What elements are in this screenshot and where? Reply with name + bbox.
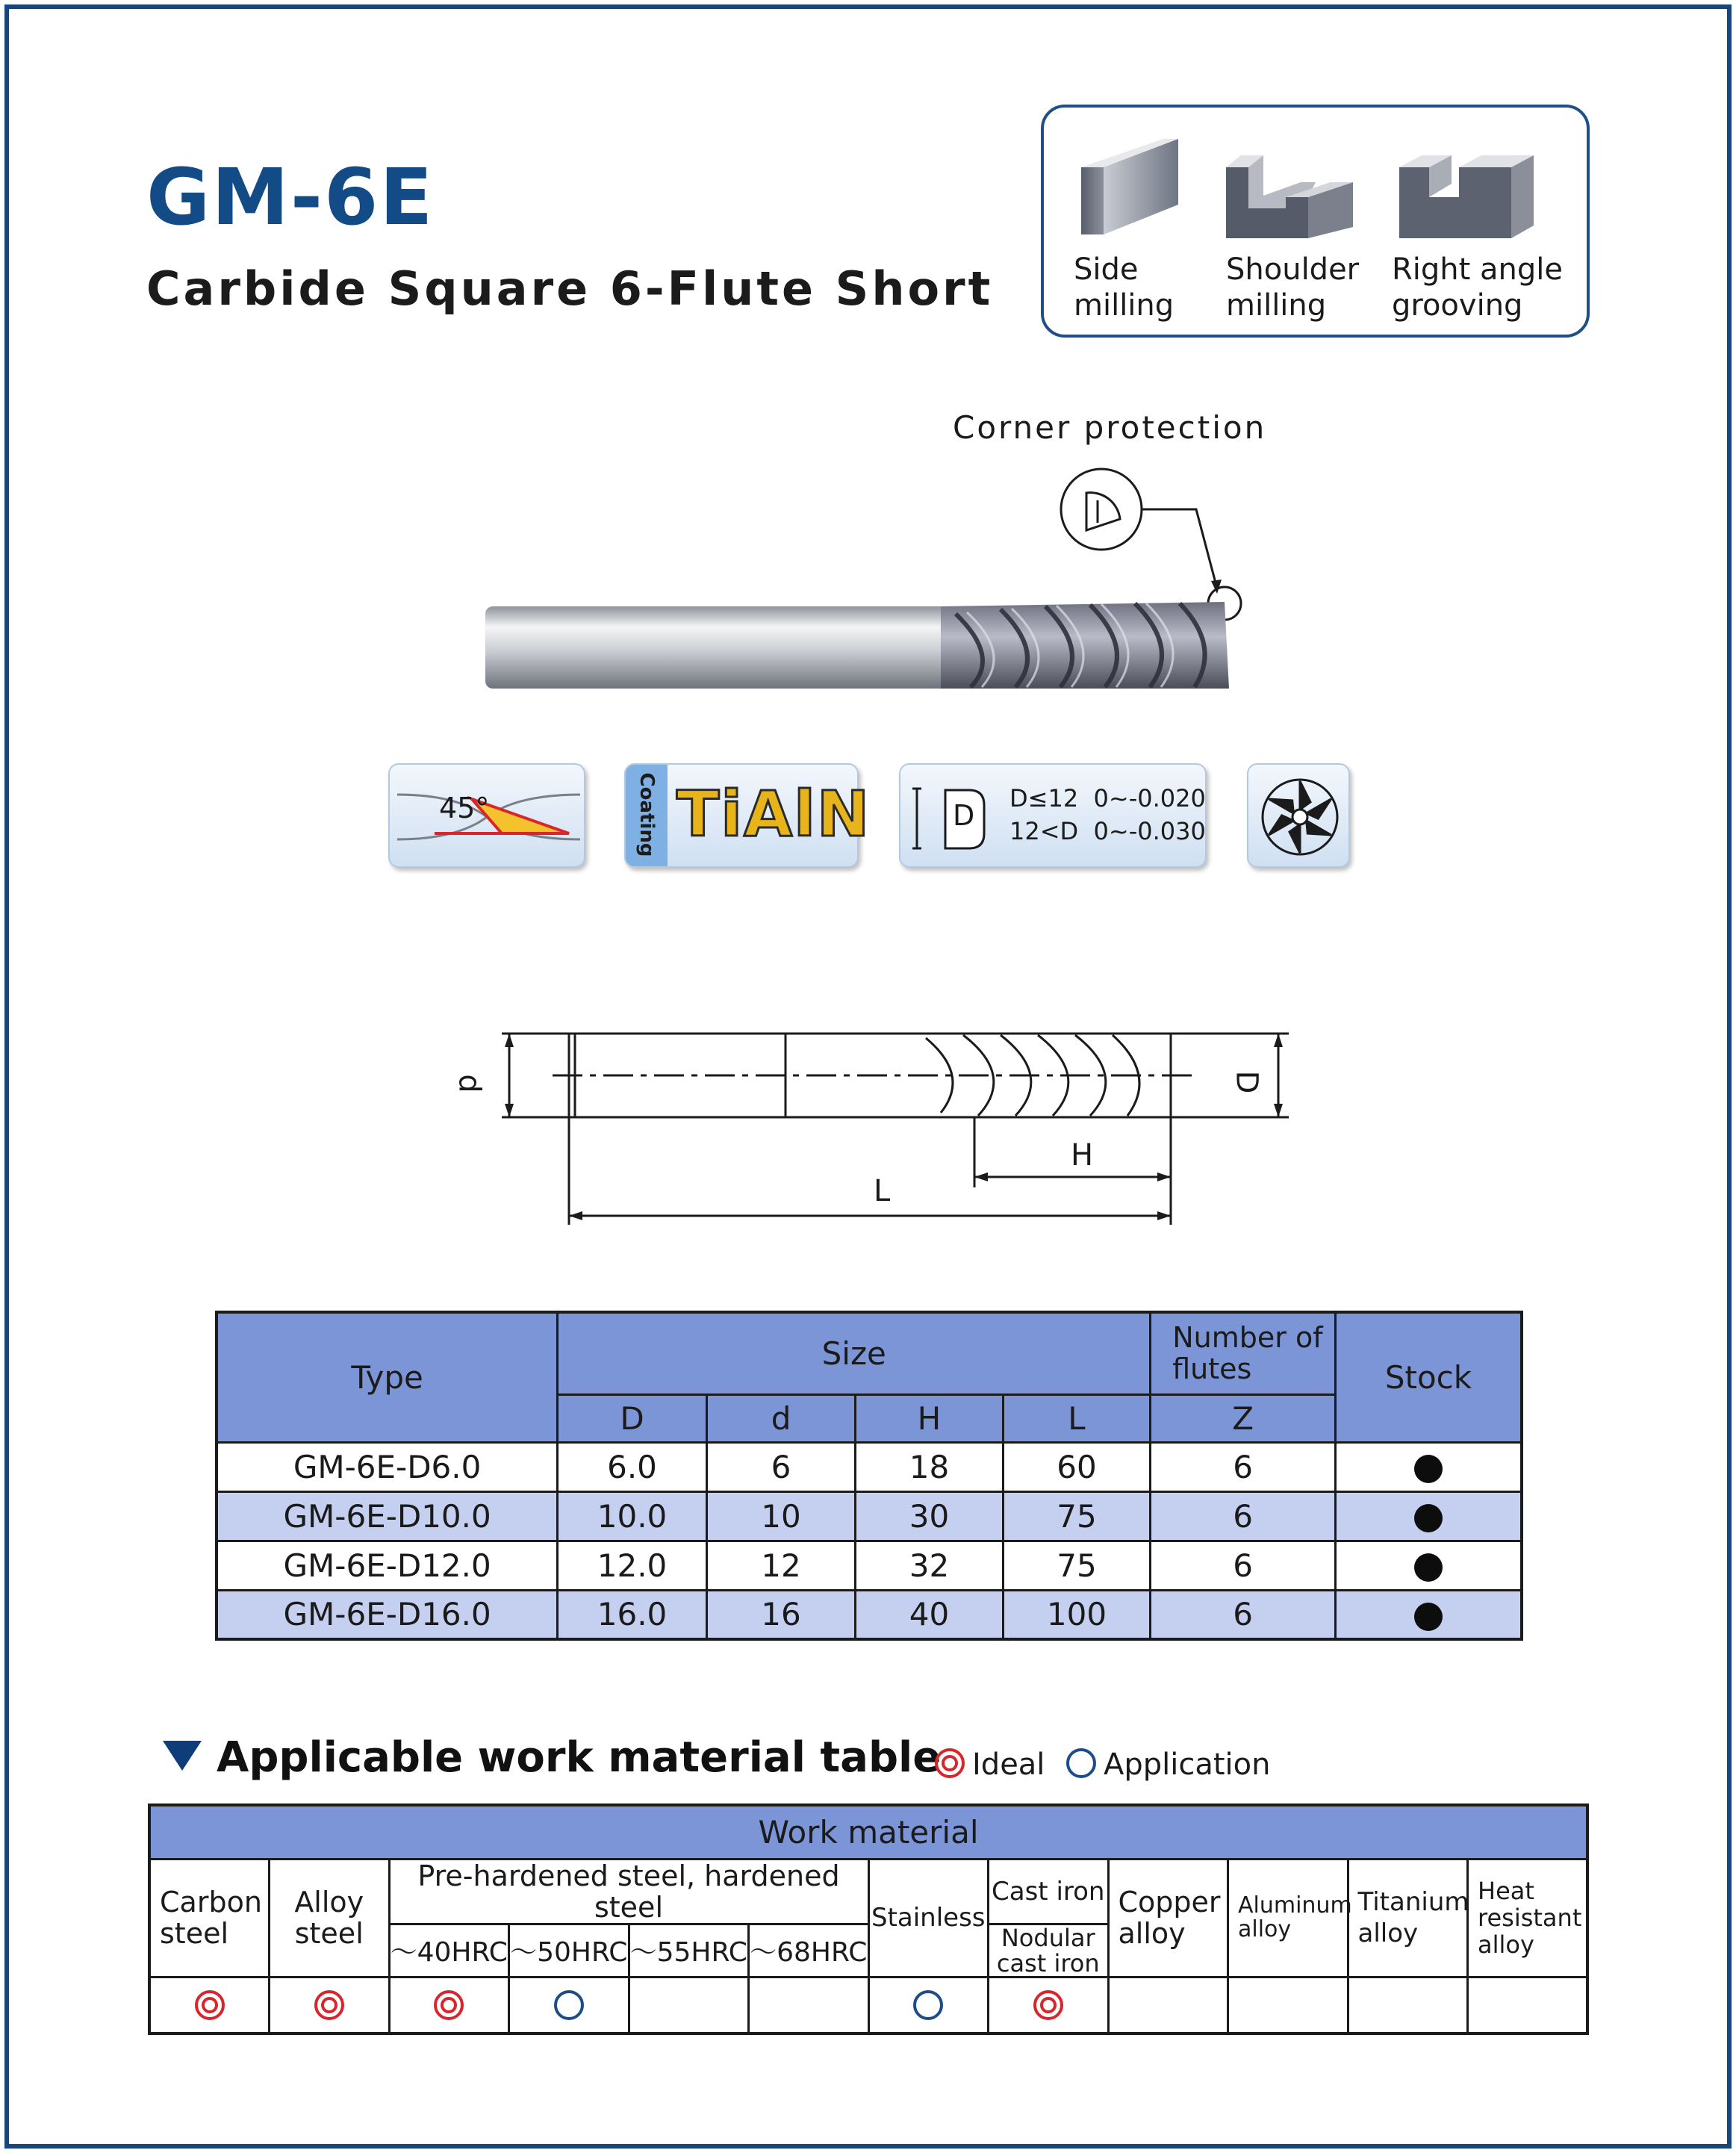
col-stainless: Stainless bbox=[868, 1859, 989, 1977]
operation-label: Side milling bbox=[1074, 252, 1175, 323]
operations-panel bbox=[1041, 105, 1590, 338]
col-hrc55: ～55HRC bbox=[629, 1924, 749, 1977]
rating-cell bbox=[1108, 1977, 1228, 2034]
shoulder-milling-icon bbox=[1226, 137, 1375, 242]
drawing-label-d: d bbox=[452, 1074, 487, 1093]
work-material-section-title bbox=[163, 1733, 942, 1782]
tolerance-badge bbox=[899, 763, 1207, 868]
flute-count-badge bbox=[1247, 763, 1350, 868]
header-Z: Z bbox=[1151, 1394, 1336, 1442]
cell-type: GM-6E-D12.0 bbox=[217, 1541, 558, 1590]
ideal-ring-icon bbox=[1033, 1990, 1063, 2020]
triangle-down-icon bbox=[163, 1741, 202, 1771]
cell-L: 75 bbox=[1003, 1541, 1151, 1590]
cell-d: 12 bbox=[706, 1541, 855, 1590]
cell-d: 10 bbox=[706, 1491, 855, 1541]
ideal-ring-icon bbox=[935, 1748, 965, 1778]
table-row bbox=[217, 1442, 1522, 1491]
legend-application bbox=[1066, 1747, 1271, 1782]
header-flutes: Number of flutes bbox=[1151, 1312, 1336, 1394]
col-hrc50: ～50HRC bbox=[509, 1924, 629, 1977]
coating-badge bbox=[624, 763, 871, 868]
drawing-label-H: H bbox=[1071, 1138, 1094, 1172]
col-aluminum: Aluminum alloy bbox=[1228, 1859, 1348, 1977]
cell-Z: 6 bbox=[1151, 1541, 1336, 1590]
cell-type: GM-6E-D6.0 bbox=[217, 1442, 558, 1491]
cell-H: 32 bbox=[856, 1541, 1003, 1590]
right-angle-grooving-icon bbox=[1392, 137, 1541, 242]
coating-tag: Coating bbox=[635, 772, 658, 857]
cell-stock bbox=[1335, 1442, 1522, 1491]
six-flute-cross-section-icon bbox=[1248, 765, 1351, 869]
coating-name: TiAlN bbox=[676, 777, 871, 851]
rating-cell bbox=[868, 1977, 989, 2034]
cell-D: 6.0 bbox=[558, 1442, 707, 1491]
rating-cell bbox=[270, 1977, 390, 2034]
operation-label: Right angle grooving bbox=[1392, 252, 1564, 323]
table-row bbox=[217, 1541, 1522, 1590]
col-prehardened: Pre-hardened steel, hardened steel bbox=[389, 1859, 868, 1924]
drawing-label-D: D bbox=[1229, 1070, 1264, 1094]
application-ring-icon bbox=[554, 1990, 584, 2020]
rating-cell bbox=[1228, 1977, 1348, 2034]
application-ring-icon bbox=[1066, 1748, 1096, 1778]
in-stock-dot-icon bbox=[1414, 1455, 1443, 1483]
header-L: L bbox=[1003, 1394, 1151, 1442]
cell-Z: 6 bbox=[1151, 1590, 1336, 1639]
cell-d: 16 bbox=[706, 1590, 855, 1639]
cell-Z: 6 bbox=[1151, 1442, 1336, 1491]
in-stock-dot-icon bbox=[1414, 1504, 1443, 1532]
application-ring-icon bbox=[913, 1990, 943, 2020]
legend-ideal-label: Ideal bbox=[972, 1747, 1045, 1782]
ideal-ring-icon bbox=[195, 1990, 225, 2020]
cell-d: 6 bbox=[706, 1442, 855, 1491]
cell-L: 60 bbox=[1003, 1442, 1151, 1491]
operation-label: Shoulder milling bbox=[1226, 252, 1360, 323]
legend-application-label: Application bbox=[1104, 1747, 1271, 1782]
drawing-label-L: L bbox=[874, 1174, 891, 1208]
cell-H: 30 bbox=[856, 1491, 1003, 1541]
cell-L: 75 bbox=[1003, 1491, 1151, 1541]
ideal-ring-icon bbox=[434, 1990, 464, 2020]
cell-Z: 6 bbox=[1151, 1491, 1336, 1541]
col-hrc68: ～68HRC bbox=[749, 1924, 869, 1977]
product-subtitle: Carbide Square 6-Flute Short bbox=[146, 261, 994, 316]
work-material-header: Work material bbox=[149, 1805, 1587, 1859]
col-nodular: Nodular cast iron bbox=[989, 1924, 1109, 1977]
cell-H: 40 bbox=[856, 1590, 1003, 1639]
cell-stock bbox=[1335, 1491, 1522, 1541]
col-hrc40: ～40HRC bbox=[389, 1924, 509, 1977]
helix-angle-value: 45° bbox=[439, 792, 490, 824]
col-alloy-steel: Alloy steel bbox=[270, 1859, 390, 1977]
col-cast-iron: Cast iron bbox=[989, 1859, 1109, 1924]
product-code: GM-6E bbox=[146, 152, 435, 243]
col-titanium: Titanium alloy bbox=[1348, 1859, 1468, 1977]
table-row bbox=[217, 1491, 1522, 1541]
rating-cell bbox=[749, 1977, 869, 2034]
work-material-table bbox=[148, 1804, 1589, 2035]
header-type: Type bbox=[217, 1312, 558, 1442]
end-mill-photo bbox=[478, 448, 1269, 702]
rating-cell bbox=[989, 1977, 1109, 2034]
col-carbon-steel: Carbon steel bbox=[149, 1859, 270, 1977]
helix-angle-badge bbox=[388, 763, 585, 868]
cell-H: 18 bbox=[856, 1442, 1003, 1491]
side-milling-icon bbox=[1074, 137, 1223, 242]
cell-type: GM-6E-D16.0 bbox=[217, 1590, 558, 1639]
ideal-ring-icon bbox=[314, 1990, 344, 2020]
rating-cell bbox=[629, 1977, 749, 2034]
tolerance-line-1: D≤12 0~-0.020 bbox=[1009, 784, 1206, 813]
cell-type: GM-6E-D10.0 bbox=[217, 1491, 558, 1541]
col-copper: Copper alloy bbox=[1108, 1859, 1228, 1977]
cell-D: 10.0 bbox=[558, 1491, 707, 1541]
col-heat-resistant: Heat resistant alloy bbox=[1468, 1859, 1588, 1977]
in-stock-dot-icon bbox=[1414, 1603, 1443, 1631]
in-stock-dot-icon bbox=[1414, 1553, 1443, 1582]
header-d: d bbox=[706, 1394, 855, 1442]
cell-stock bbox=[1335, 1590, 1522, 1639]
section-title-text: Applicable work material table bbox=[217, 1733, 942, 1782]
tolerance-line-2: 12<D 0~-0.030 bbox=[1009, 817, 1206, 845]
header-H: H bbox=[856, 1394, 1003, 1442]
header-size: Size bbox=[558, 1312, 1151, 1394]
rating-cell bbox=[389, 1977, 509, 2034]
spec-table bbox=[215, 1311, 1523, 1641]
cell-D: 12.0 bbox=[558, 1541, 707, 1590]
rating-cell bbox=[509, 1977, 629, 2034]
rating-row bbox=[149, 1977, 1587, 2034]
cell-L: 100 bbox=[1003, 1590, 1151, 1639]
cell-stock bbox=[1335, 1541, 1522, 1590]
cell-D: 16.0 bbox=[558, 1590, 707, 1639]
legend-ideal bbox=[935, 1747, 1045, 1782]
tolerance-symbol: D bbox=[953, 799, 975, 832]
corner-protection-label: Corner protection bbox=[953, 409, 1267, 446]
rating-cell bbox=[1348, 1977, 1468, 2034]
rating-cell bbox=[1468, 1977, 1588, 2034]
table-row bbox=[217, 1590, 1522, 1639]
header-stock: Stock bbox=[1335, 1312, 1522, 1442]
header-D: D bbox=[558, 1394, 707, 1442]
rating-cell bbox=[149, 1977, 270, 2034]
